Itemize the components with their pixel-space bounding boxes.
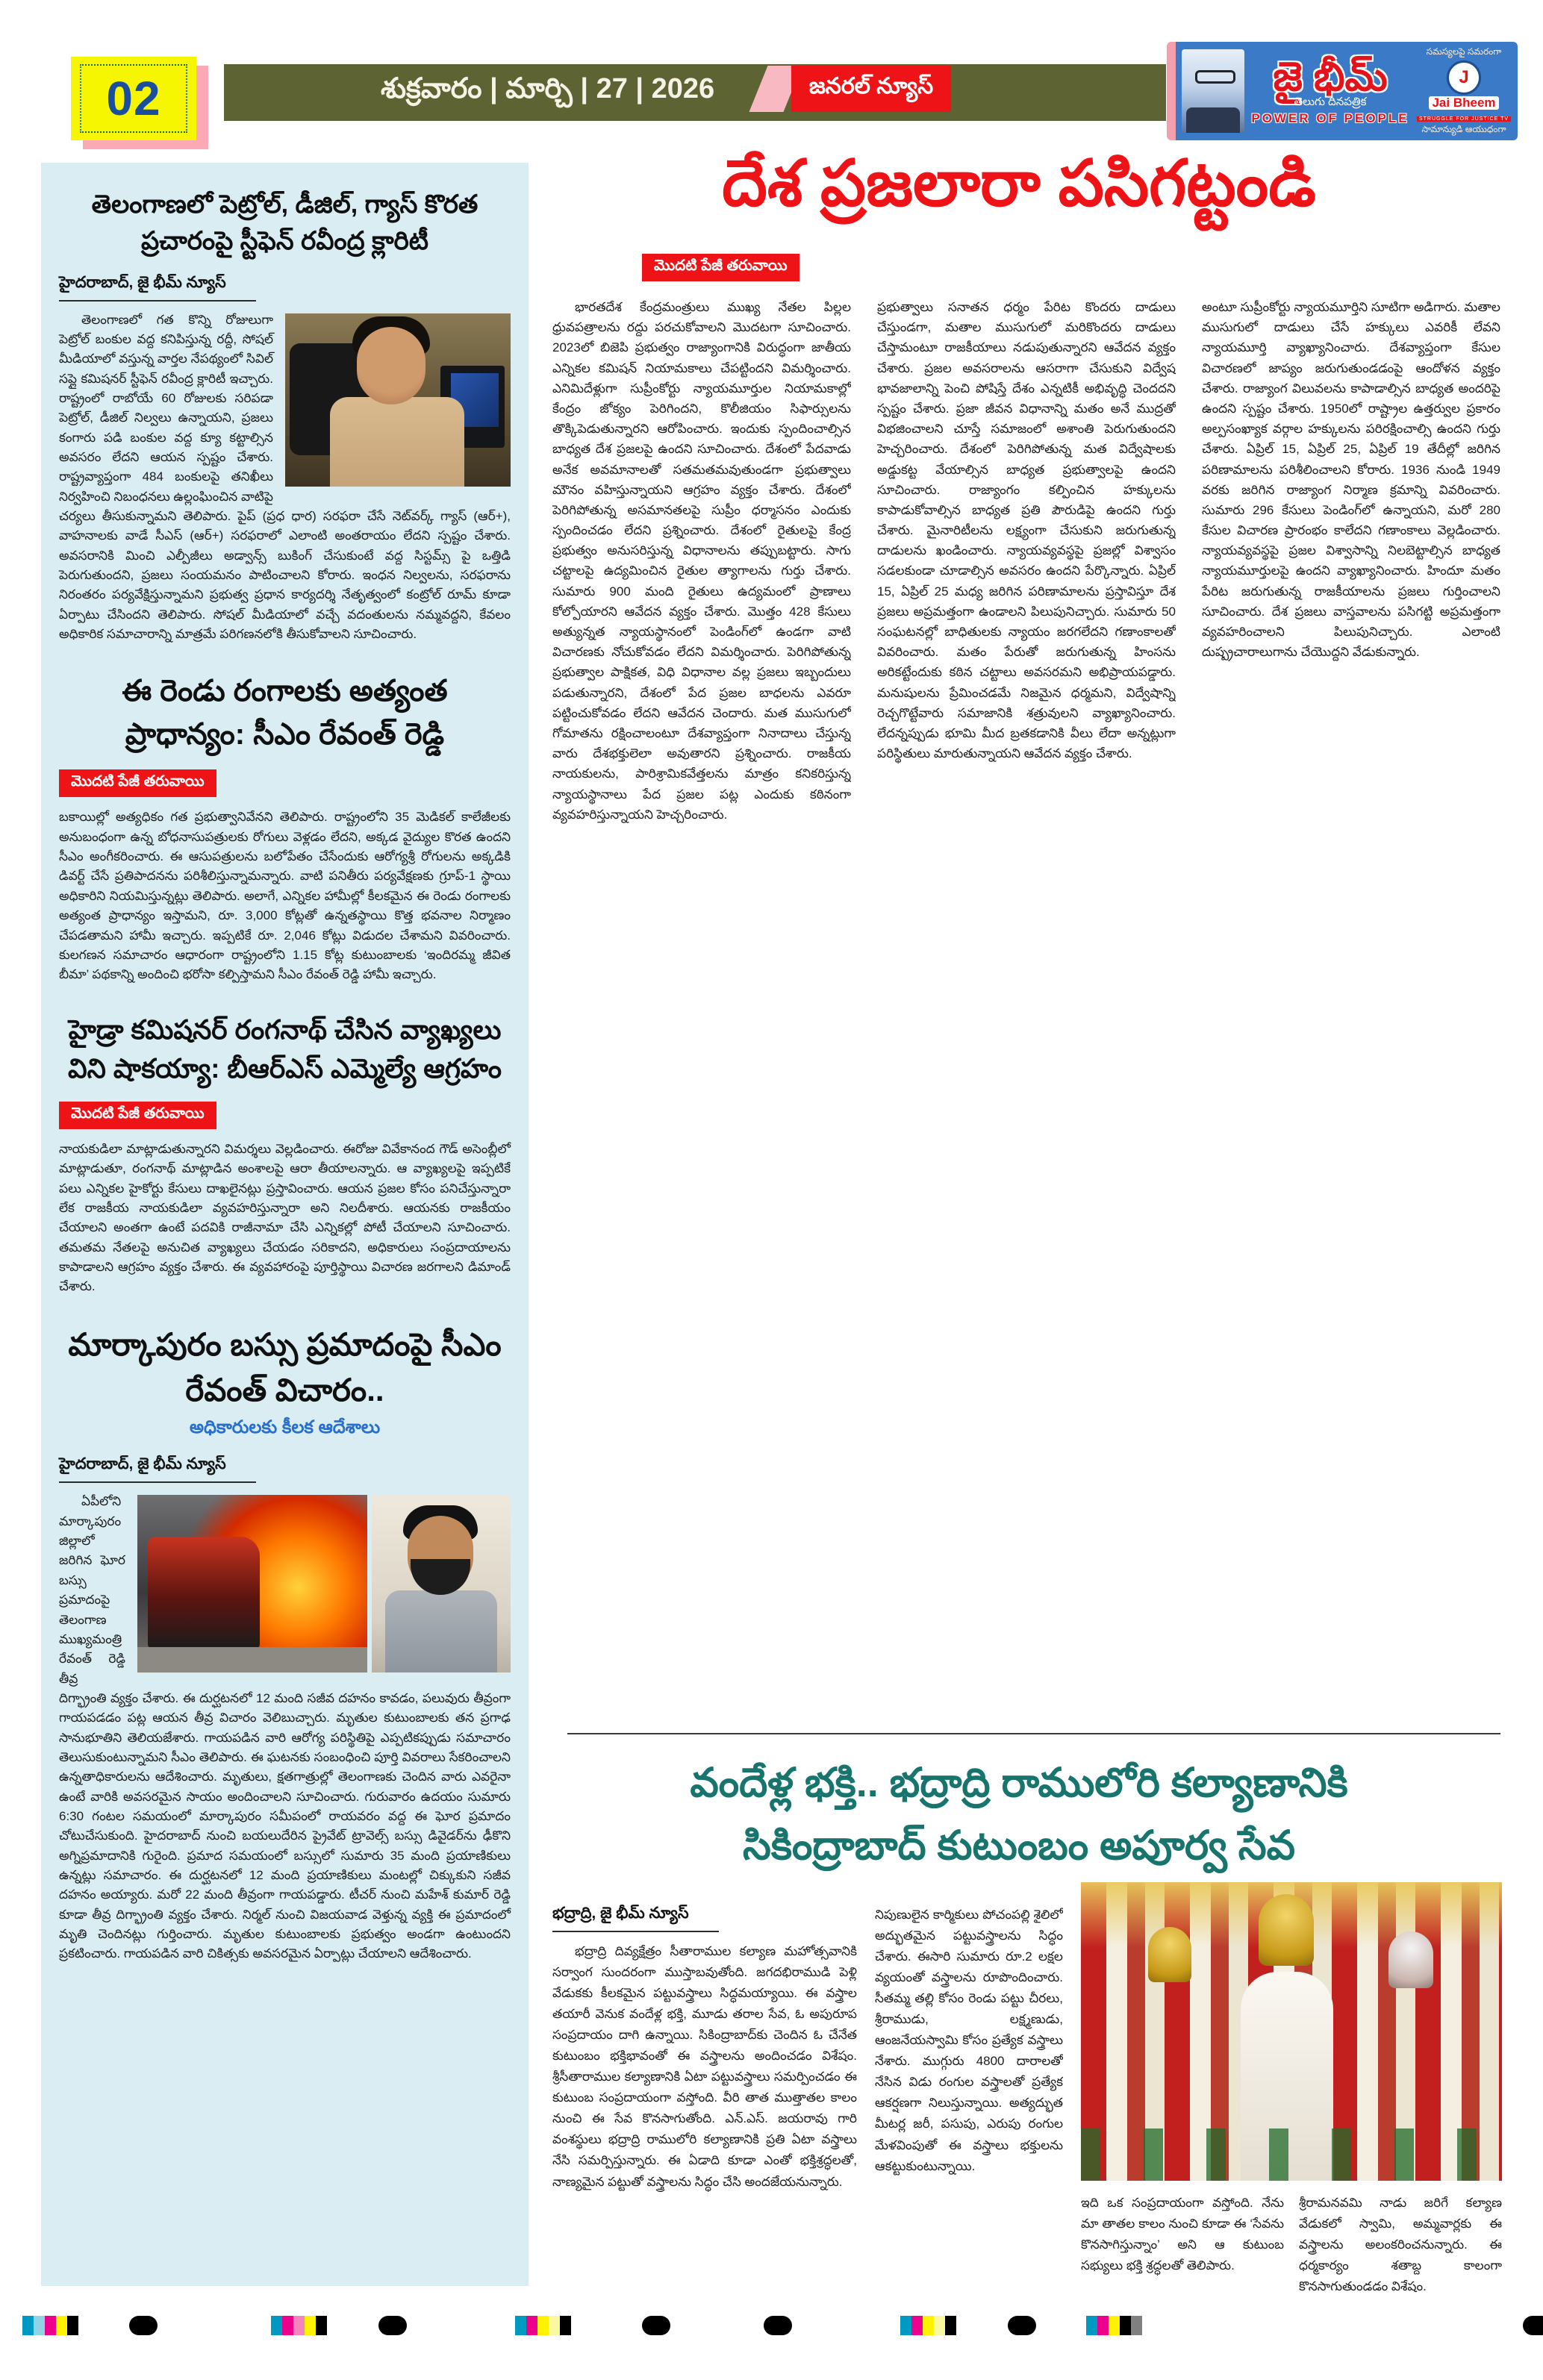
color-bar — [900, 2316, 911, 2335]
main-article-col1-text: భారతదేశ కేంద్రమంత్రులు ముఖ్య నేతల పిల్లల ధ్రువపత్రాలను రద్దు పరచుకోవాలని మొదటగా సూచించారు. 2023లో బిజెపి ప్రభుత్వం రాజ్యాంగానికి విరుద్ధంగా జాతీయ ఎన్నికల కమిషన్ నియామకాలు చేపట్టిందని విమర్శించారు. ఎనిమిదేళ్లుగా సుప్రీంకోర్టు న్యాయమూర్తుల నియామకాల్లో కేంద్రం జోక్యం పెరిగిందని, కొలీజియం సిఫార్సులను తొక్కిపెడుతున్నారని ఆరోపించారు. ఇందుకు స్పందించాల్సిన బాధ్యత దేశ ప్రజలపై ఉందని సూచించారు. దేశంలో పేదవాడు అనేక అవమానాలతో సతమతమవుతుండగా ప్రభుత్వాలు మౌనం వహిస్తున్నాయని ఆగ్రహం వ్యక్తం చేశారు. దేశంలో పెరిగిపోతున్న అసమానతలపై సుప్రీం ధర్మాసనం ఎందుకు స్పందించడం లేదని ప్రశ్నించారు. దేశంలో రైతులపై కేంద్ర ప్రభుత్వం అనుసరిస్తున్న విధానాలను తప్పుబట్టారు. సాగు చట్టాలపై ఉద్యమించిన రైతుల త్యాగాలను గుర్తు చేశారు. సుమారు 900 మంది రైతులు ఉద్యమంలో ప్రాణాలు కోల్పోయారని ఆవేదన వ్యక్తం చేశారు. మొత్తం 428 కేసులు అత్యున్నత న్యాయస్థానంలో పెండింగ్‌లో ఉండగా వాటి విచారణకు నోచుకోవడం లేదని విమర్శించారు. పెరిగిపోతున్న ప్రభుత్వాల పాక్షికత, విధి విధానాల వల్ల ప్రజలు ఇబ్బందులు పడుతున్నారని, దేశంలో పేద ప్రజల బాధలను ఎవరూ పట్టించుకోవడం లేదని ఆవేదన చెందారు. మత ముసుగులో గోమాతను రక్షించాలంటూ దేశవ్యాప్తంగా నినాదాలు చేస్తున్న వారు దేశభక్తులెలా అవుతారని ప్రశ్నించారు. రాజకీయ నాయకులను, పారిశ్రామికవేత్తలను మాత్రం కనికరిస్తున్న న్యాయస్థానాలు పేద ప్రజల పట్ల ఎందుకు కఠినంగా వ్యవహరిస్తున్నాయని హెచ్చరించారు. — [552, 300, 851, 822]
article3-continued-tag: మొదటి పేజీ తరువాయి — [59, 1102, 216, 1129]
color-bar — [945, 2316, 956, 2335]
masthead-tagline-bottom: సామాన్యుడి ఆయుధంగా — [1421, 123, 1506, 134]
article4-byline-row — [59, 1455, 511, 1492]
bottom-article-headline — [534, 1752, 1504, 1877]
registration-blob — [1523, 2316, 1543, 2335]
color-bar — [316, 2316, 327, 2335]
article4-body: ఏపీలోని మార్కాపురం జిల్లాలో జరిగిన ఘోర బస్సు ప్రమాదంపై తెలంగాణ ముఖ్యమంత్రి రేవంత్ రెడ్డి తీవ్ర దిగ్భ్రాంతి వ్యక్తం చేశారు. ఈ దుర్ఘటనలో 12 మంది సజీవ దహనం కావడం, పలువురు తీవ్రంగా గాయపడడం పట్ల ఆయన తీవ్ర విచారం వెలిబుచ్చారు. మృతుల కుటుంబాలకు తన ప్రగాఢ సానుభూతిని తెలియజేశారు. గాయపడిన వారి ఆరోగ్య పరిస్థితిపై ఎప్పటికప్పుడు సమాచారం తెలుసుకుంటున్నామని సీఎం తెలిపారు. ఈ ఘటనకు సంబంధించి పూర్తి వివరాలు సేకరించాలని ఉన్నతాధికారులను ఆదేశించారు. మృతులు, క్షతగాత్రుల్లో తెలంగాణకు చెందిన వారు ఎవరైనా ఉంటే వారికి అవసరమైన సాయం అందించాలని సూచించారు. గురువారం ఉదయం సుమారు 6:30 గంటల సమయంలో మార్కాపురం సమీపంలో రాయవరం వద్ద ఈ ఘోర ప్రమాదం చోటుచేసుకుంది. హైదరాబాద్ నుంచి బయలుదేరిన ప్రైవేట్ ట్రావెల్స్ బస్సు డివైడర్‌ను ఢీకొని అగ్నిప్రమాదానికి గురైంది. ప్రమాద సమయంలో బస్సులో సుమారు 35 మంది ప్రయాణికులు ఉన్నట్లు సమాచారం. ఈ దుర్ఘటనలో 12 మంది ప్రయాణికులు మంటల్లో చిక్కుకుని సజీవ దహనం అయ్యారు. మరో 22 మంది తీవ్రంగా గాయపడ్డారు. టీచర్ నుంచి మహేశ్ కుమార్ రెడ్డి కూడా తీవ్ర దిగ్భ్రాంతి వ్యక్తం చేశారు. నిర్మల్ నుంచి విజయవాడ వెళ్తున్న వ్యక్తి ఈ ప్రమాదంలో మృతి చెందినట్లు గుర్తించారు. మృతుల కుటుంబాలకు ప్రభుత్వం అండగా ఉంటుందని ప్రకటించారు. గాయపడిన వారి చికిత్సకు అవసరమైన ఏర్పాట్లు చేయాలని ఆదేశించారు. — [59, 1494, 511, 1961]
color-bar — [1097, 2316, 1109, 2335]
page-number-frame — [80, 64, 187, 133]
masthead-center — [1244, 55, 1416, 128]
masthead-tagline-top: సమస్యలపై సమరంగా — [1426, 46, 1502, 57]
bus-fire-photo — [137, 1495, 367, 1672]
article1-body-wrap — [59, 310, 511, 645]
main-headline: దేశ ప్రజలారా పసిగట్టండి — [722, 148, 1316, 219]
color-bar-group — [1086, 2316, 1142, 2335]
bottom-article-column-4 — [1299, 2193, 1502, 2299]
bottom-article-byline: భద్రాద్రి, జై భీమ్ న్యూస్ — [552, 1905, 719, 1932]
masthead-title: జై భీమ్ — [1273, 54, 1388, 99]
main-article-col2-text: ప్రభుత్వాలు సనాతన ధర్మం పేరిట కొందరు దాడులు చేస్తుండగా, మతాల ముసుగులో మరికొందరు దాడులు చేస్తామంటూ రాజకీయాలు నడుపుతున్నారని ఆవేదన వ్యక్తం చేశారు. ప్రజల అవసరాలను ఆసరాగా చేసుకుని విద్వేష భావజాలాన్ని పెంచి పోషిస్తే దేశం ఎన్నటికీ అభివృద్ధి చెందదని స్పష్టం చేశారు. ప్రజా జీవన విధానాన్ని మతం అనే ముద్రతో విభజించాలని చూస్తే సమాజంలో అశాంతి పెరుగుతుందని హెచ్చరించారు. దేశంలో పెరిగిపోతున్న మత విద్వేషాలకు అడ్డుకట్ట వేయాల్సిన బాధ్యత ప్రభుత్వాలపై ఉందని సూచించారు. రాజ్యాంగం కల్పించిన హక్కులను కాపాడుకోవాల్సిన బాధ్యత ప్రతి పౌరుడిపై ఉందని గుర్తు చేశారు. మైనారిటీలను లక్ష్యంగా చేసుకుని జరుగుతున్న దాడులను ఖండించారు. న్యాయవ్యవస్థపై ప్రజల్లో విశ్వాసం సడలకుండా చూడాల్సిన అవసరం ఉందని పేర్కొన్నారు. ఏప్రిల్ 15, ఏప్రిల్ 25 మధ్య జరిగిన పరిణామాలను ప్రస్తావిస్తూ దేశ ప్రజలు అప్రమత్తంగా ఉండాలని పిలుపునిచ్చారు. సుమారు 50 సంఘటనల్లో బాధితులకు న్యాయం జరగలేదని గణాంకాలతో వివరించారు. మతం పేరుతో జరుగుతున్న హింసను అరికట్టేందుకు కఠిన చట్టాలు అవసరమని అభిప్రాయపడ్డారు. మనుషులను ప్రేమించడమే నిజమైన ధర్మమని, విద్వేషాన్ని రెచ్చగొట్టేవారు సమాజానికి శత్రువులని వ్యాఖ్యానించారు. లేదన్నప్పుడు భూమి మీద బ్రతకడానికి వీలు లేదా అన్నట్లుగా పరిస్థితులు మారుతున్నాయని ఆవేదన వ్యక్తం చేశారు. — [877, 300, 1176, 761]
person-head-shape — [357, 327, 426, 405]
registration-blob — [764, 2316, 792, 2335]
article2-continued-tag: మొదటి పేజీ తరువాయి — [59, 769, 216, 797]
article3-tag-row — [59, 1102, 511, 1140]
color-bar — [934, 2316, 945, 2335]
page-number: 02 — [106, 72, 161, 125]
deity-crown-left — [1148, 1927, 1191, 1982]
article3-body: నాయకుడిలా మాట్లాడుతున్నారని విమర్శలు వెల్లడించారు. ఈరోజు వివేకానంద గౌడ్ అసెంబ్లీలో మాట్లాడుతూ, రంగనాథ్ మాట్లాడిన అంశాలపై ఆరా తీయాలన్నారు. ఆ వ్యాఖ్యలపై ఇప్పటికే పలు ఎన్నికల హైకోర్టు కేసులు దాఖలైనట్లు ప్రస్తావించారు. ఆయన ప్రజల కోసం పనిచేస్తున్నారా లేక రాజకీయ నాయకుడిలా వ్యవహరిస్తున్నారా అని నిలదీశారు. ఆయనకు రాజకీయం చేయాలని అంతగా ఉంటే పదవికి రాజీనామా చేసి ఎన్నికల్లో పోటీ చేయాలని సూచించారు. తమతమ నేతలపై అనుచిత వ్యాఖ్యలు చేయడం సరికాదని, అధికారులు సంప్రదాయాలను కాపాడాలని ఆగ్రహం వ్యక్తం చేశారు. ఈ వ్యవహారంపై పూర్తిస్థాయి విచారణ జరగాలని డిమాండ్ చేశారు. — [59, 1141, 511, 1294]
article1-headline: తెలంగాణలో పెట్రోల్, డీజిల్, గ్యాస్ కొరత ప్రచారంపై స్టీఫెన్ రవీంద్ర క్లారిటీ — [91, 190, 479, 256]
article4-headline: మార్కాపురం బస్సు ప్రమాదంపై సీఎం రేవంత్ విచారం.. — [68, 1326, 502, 1408]
color-bar-group — [271, 2316, 327, 2335]
masthead-subtitle: తెలుగు దినపత్రిక — [1294, 95, 1367, 108]
garland-leaves-shape — [1081, 2128, 1502, 2181]
bottom-article-column-1 — [552, 1905, 857, 2299]
article4-byline: హైదరాబాద్, జై భీమ్ న్యూస్ — [59, 1455, 256, 1483]
registration-blob — [378, 2316, 407, 2335]
bottom-article-col4-text: శ్రీరామనవమి నాడు జరిగే కల్యాణ వేడుకలో స్వామి, అమ్మవార్లకు ఈ వస్త్రాలను అలంకరించనున్నారు. ఈ ధర్మకార్యం శతాబ్ద కాలంగా కొనసాగుతుండడం విశేషం. — [1299, 2196, 1502, 2294]
bottom-headline-line1: వందేళ్ల భక్తి.. భద్రాద్రి రాములోరి కల్యాణానికి — [690, 1761, 1348, 1805]
bottom-article-col1-text: భద్రాద్రి దివ్యక్షేత్రం సీతారాముల కల్యాణ మహోత్సవానికి సర్వాంగ సుందరంగా ముస్తాబవుతోంది. జగదభిరాముడి పెళ్లి వేడుకకు కీలకమైన పట్టువస్త్రాలు సిద్ధమయ్యాయి. ఈ వస్త్రాల తయారీ వెనుక వందేళ్ల భక్తి, మూడు తరాల సేవ, ఓ అపురూప సంప్రదాయం దాగి ఉన్నాయి. సికింద్రాబాద్‌కు చెందిన ఓ చేనేత కుటుంబం భక్తిభావంతో ఈ వస్త్రాలను అందించడం విశేషం. శ్రీసీతారాముల కల్యాణానికి ఏటా పట్టువస్త్రాలు సమర్పించడం ఈ కుటుంబ సంప్రదాయంగా వస్తోంది. వీరి తాత ముత్తాతల కాలం నుంచి ఈ సేవ కొనసాగుతోంది. ఎన్.ఎస్. జయరావు గారి వంశస్థులు భద్రాద్రి రాములోరి కల్యాణానికి ప్రతి ఏటా వస్త్రాలు నేసి సమర్పిస్తున్నారు. ఈ ఏడాది కూడా ఎంతో భక్తిశ్రద్ధలతో, నాణ్యమైన పట్టుతో వస్త్రాలను సిద్ధం చేసి అందజేయనున్నారు. — [552, 1944, 857, 2189]
article2-tag-row — [59, 769, 511, 808]
color-bar — [560, 2316, 571, 2335]
bottom-article-column-3 — [1081, 2193, 1284, 2299]
color-bar — [1131, 2316, 1142, 2335]
color-bar — [293, 2316, 305, 2335]
color-bar — [56, 2316, 67, 2335]
color-bar — [526, 2316, 537, 2335]
color-bar — [1086, 2316, 1097, 2335]
article2-body: బకాయిల్లో అత్యధికం గత ప్రభుత్వానివేనని తెలిపారు. రాష్ట్రంలోని 35 మెడికల్ కాలేజీలకు అనుబంధంగా ఉన్న బోధనాసుపత్రులకు రోగులు వెళ్లడం లేదని, అక్కడ వైద్యుల కొరత ఉందని సీఎం అంగీకరించారు. ఈ ఆసుపత్రులను బలోపేతం చేసేందుకు ఆరోగ్యశ్రీ రోగులను అక్కడికి డివర్ట్ చేసే ప్రతిపాదనను పరిశీలిస్తున్నామన్నారు. వాటి పనితీరు పర్యవేక్షణకు గ్రూప్-1 స్థాయి అధికారిని నియమిస్తున్నట్లు తెలిపారు. అలాగే, ఎన్నికల హామీల్లో కీలకమైన ఈ రెండు రంగాలకు అత్యంత ప్రాధాన్యం ఇస్తామని, రూ. 3,000 కోట్లతో ఉన్నతస్థాయి కొత్త భవనాల నిర్మాణం చేపడతామని హామీ ఇచ్చారు. ఇప్పటికే రూ. 2,046 కోట్లు విడుదల చేశామని వివరించారు. కులగణన సమాచారం ఆధారంగా రాష్ట్రంలోని 1.15 కోట్ల కుటుంబాలకు ‘ఇందిరమ్మ జీవిత బీమా’ పథకాన్ని అందించి భరోసా కల్పిస్తామని సీఎం రేవంత్ రెడ్డి హామీ ఇచ్చారు. — [59, 810, 511, 982]
color-bar — [923, 2316, 934, 2335]
color-bar — [515, 2316, 526, 2335]
color-bar — [305, 2316, 316, 2335]
registration-blob — [1008, 2316, 1036, 2335]
main-article-col3-text: అంటూ సుప్రీంకోర్టు న్యాయమూర్తిని సూటిగా అడిగారు. మతాల ముసుగులో దాడులు చేసే హక్కులు ఎవరికీ లేవని న్యాయమూర్తి వ్యాఖ్యానించారు. దేశవ్యాప్తంగా కేసుల విచారణలో జాప్యం జరుగుతుండడంపై ఆందోళన వ్యక్తం చేశారు. రాజ్యాంగ విలువలను కాపాడాల్సిన బాధ్యత అందరిపై ఉందని స్పష్టం చేశారు. 1950లో రాష్ట్రాల ఉత్తర్వుల ప్రకారం అల్పసంఖ్యాక వర్గాల హక్కులను పరిరక్షించాల్సి ఉందని గుర్తు చేశారు. ఏప్రిల్ 15, ఏప్రిల్ 25, ఏప్రిల్ 19 తేదీల్లో జరిగిన పరిణామాలను పరిశీలించాలని కోరారు. 1936 నుండి 1949 వరకు జరిగిన రాజ్యాంగ నిర్మాణ క్రమాన్ని వివరించారు. సుమారు 296 కేసులు పెండింగ్‌లో ఉన్నాయని, మరో 280 కేసుల విచారణ ప్రారంభం కాలేదని గణాంకాలు వెల్లడించారు. న్యాయవ్యవస్థపై ప్రజల విశ్వాసాన్ని నిలబెట్టాల్సిన బాధ్యత న్యాయమూర్తులపై ఉందని వ్యాఖ్యానించారు. హిందూ మతం పేరిట జరుగుతున్న రాజకీయాలను ప్రజలు గుర్తించాలని సూచించారు. దేశ ప్రజలు వాస్తవాలను పసిగట్టి అప్రమత్తంగా వ్యవహరించాలని పిలుపునిచ్చారు. ఎలాంటి దుష్ప్రచారాలుగాను చేయొద్దని వేడుకున్నారు. — [1202, 300, 1500, 660]
masthead-power-line: POWER OF PEOPLE — [1251, 110, 1409, 125]
main-article-column-2 — [877, 297, 1176, 1694]
section-divider — [567, 1733, 1500, 1734]
registration-blob — [129, 2316, 158, 2335]
article4-photo-row — [137, 1495, 511, 1672]
article3-headline: హైడ్రా కమిషనర్ రంగనాథ్ చేసిన వ్యాఖ్యలు విని షాకయ్యా: బీఆర్ఎస్ ఎమ్మెల్యే ఆగ్రహం — [68, 1013, 502, 1084]
article1-body: తెలంగాణలో గత కొన్ని రోజులుగా పెట్రోల్ బంకుల వద్ద కనిపిస్తున్న రద్దీ, సోషల్ మీడియాలో వస్తున్న వార్తల నేపథ్యంలో సివిల్ సప్లై కమిషనర్ స్టీఫెన్ రవీంద్ర క్లారిటీ ఇచ్చారు. రాష్ట్రంలో రాబోయే 60 రోజులకు సరిపడా పెట్రోల్, డీజిల్ నిల్వలు ఉన్నాయని, ప్రజలు కంగారు పడి బంకుల వద్ద క్యూ కట్టాల్సిన అవసరం లేదని ఆయన స్పష్టం చేశారు. రాష్ట్రవ్యాప్తంగా 484 బంకులపై తనిఖీలు నిర్వహించి నిబంధనలు ఉల్లంఘించిన వాటిపై చర్యలు తీసుకున్నామని తెలిపారు. పైప్ (ప్రధ ధార) సరఫరా చేసే నెట్‌వర్క్ గ్యాస్ (ఆర్+), వాహనాలకు వాడే సీఎస్ (ఆర్+) సరఫరాలో ఎలాంటి అంతరాయం లేదని స్పష్టం చేశారు. అవసరానికి మించి ఎల్పీజీలు అడ్వాన్స్ బుకింగ్ చేసుకుంటే వద్ద సిస్టమ్స్ పై ఒత్తిడి పెరుగుతుందని, ప్రజలు సంయమనం పాటించాలని కోరారు. ఇంధన నిల్వలను, సరఫరాను నిరంతరం పర్యవేక్షిస్తున్నామని ప్రభుత్వ ప్రధాన కార్యదర్శి నేతృత్వంలో కంట్రోల్ రూమ్ కూడా ఏర్పాటు చేసిందని తెలిపారు. సోషల్ మీడియాలో వచ్చే వదంతులను నమ్మవద్దని, కేవలం అధికారిక సమాచారాన్ని మాత్రమే పరిగణనలోకి తీసుకోవాలని సూచించారు. — [59, 312, 511, 642]
tv-logo-icon: J — [1447, 60, 1481, 95]
cm-shirt-shape — [385, 1590, 497, 1672]
registration-blob — [642, 2316, 670, 2335]
color-bar — [549, 2316, 560, 2335]
main-article-column-1 — [552, 297, 851, 1694]
color-bar-group — [22, 2316, 78, 2335]
color-bar — [911, 2316, 923, 2335]
article4-subhead: అధికారులకు కీలక ఆదేశాలు — [189, 1417, 381, 1438]
deity-kalyanam-photo — [1081, 1882, 1502, 2181]
bottom-article-col3-text: ఇది ఒక సంప్రదాయంగా వస్తోంది. నేను మా తాతల కాలం నుంచి కూడా ఈ ‘సేవను కొనసాగిస్తున్నాం’ అని ఆ కుటుంబ సభ్యులు భక్తి శ్రద్ధలతో తెలిపారు. — [1081, 2196, 1284, 2273]
main-article-continued-tag: మొదటి పేజీ తరువాయి — [642, 254, 799, 281]
print-registration-marks — [0, 2316, 1543, 2341]
bottom-article-col2-text: నిపుణులైన కార్మికులు పోచంపల్లి శైలిలో అద్భుతమైన పట్టువస్త్రాలను సిద్ధం చేశారు. ఈసారి సుమారు రూ.2 లక్షల వ్యయంతో వస్త్రాలను రూపొందించారు. సీతమ్మ తల్లి కోసం రెండు పట్టు చీరలు, శ్రీరాముడు, లక్ష్మణుడు, ఆంజనేయస్వామి కోసం ప్రత్యేక వస్త్రాలు నేశారు. ముగ్గురు 4800 దారాలతో నేసిన విడు రంగుల వస్త్రాలతో ప్రత్యేక ఆకర్షణగా నిలుస్తున్నాయి. అత్యద్భుత మీటర్ల జరీ, పసుపు, ఎరుపు రంగుల మేళవింపుతో ఈ వస్త్రాలు భక్తులను ఆకట్టుకుంటున్నాయి. — [875, 1908, 1063, 2173]
color-bar — [282, 2316, 293, 2335]
color-bar — [22, 2316, 34, 2335]
road-shape — [137, 1647, 367, 1672]
person-shirt-shape — [330, 397, 464, 487]
bottom-article-byline-row — [552, 1905, 857, 1941]
official-photo — [285, 313, 511, 487]
article1-byline-row — [59, 274, 511, 310]
article2-headline: ఈ రెండు రంగాలకు అత్యంత ప్రాధాన్యం: సీఎం రేవంత్ రెడ్డి — [122, 675, 448, 752]
color-bar — [1109, 2316, 1120, 2335]
burnt-bus-shape — [148, 1537, 260, 1649]
cm-revanth-photo — [372, 1495, 511, 1672]
ambedkar-portrait — [1182, 49, 1244, 133]
page-number-box — [71, 57, 196, 140]
color-bar — [271, 2316, 282, 2335]
cm-beard-shape — [411, 1559, 470, 1595]
color-bar — [537, 2316, 549, 2335]
left-column — [41, 163, 529, 2286]
tv-strip: STRUGGLE FOR JUSTICE TV — [1417, 116, 1511, 122]
color-bar — [67, 2316, 78, 2335]
bottom-headline-line2: సికింద్రాబాద్ కుటుంబం అపూర్వ సేవ — [742, 1823, 1296, 1868]
bottom-article-column-2 — [875, 1905, 1063, 2299]
color-bar — [1120, 2316, 1131, 2335]
color-bar-group — [900, 2316, 956, 2335]
color-bar — [34, 2316, 45, 2335]
date-text: శుక్రవారం | మార్చి | 27 | 2026 — [381, 73, 715, 104]
article4-body-wrap — [59, 1492, 511, 1964]
deity-crown-center — [1259, 1894, 1314, 1966]
deity-crown-right — [1388, 1931, 1433, 1988]
main-article-tag-row — [642, 254, 799, 292]
date-band — [224, 64, 1166, 121]
masthead-right — [1416, 46, 1518, 137]
section-badge: జనరల్ న్యూస్ — [791, 66, 951, 112]
main-article-column-3 — [1202, 297, 1500, 1694]
tv-name: Jai Bheem — [1429, 96, 1498, 110]
color-bar — [45, 2316, 56, 2335]
color-bar-group — [515, 2316, 571, 2335]
article1-byline: హైదరాబాద్, జై భీమ్ న్యూస్ — [59, 274, 256, 302]
masthead-logo — [1167, 42, 1518, 140]
